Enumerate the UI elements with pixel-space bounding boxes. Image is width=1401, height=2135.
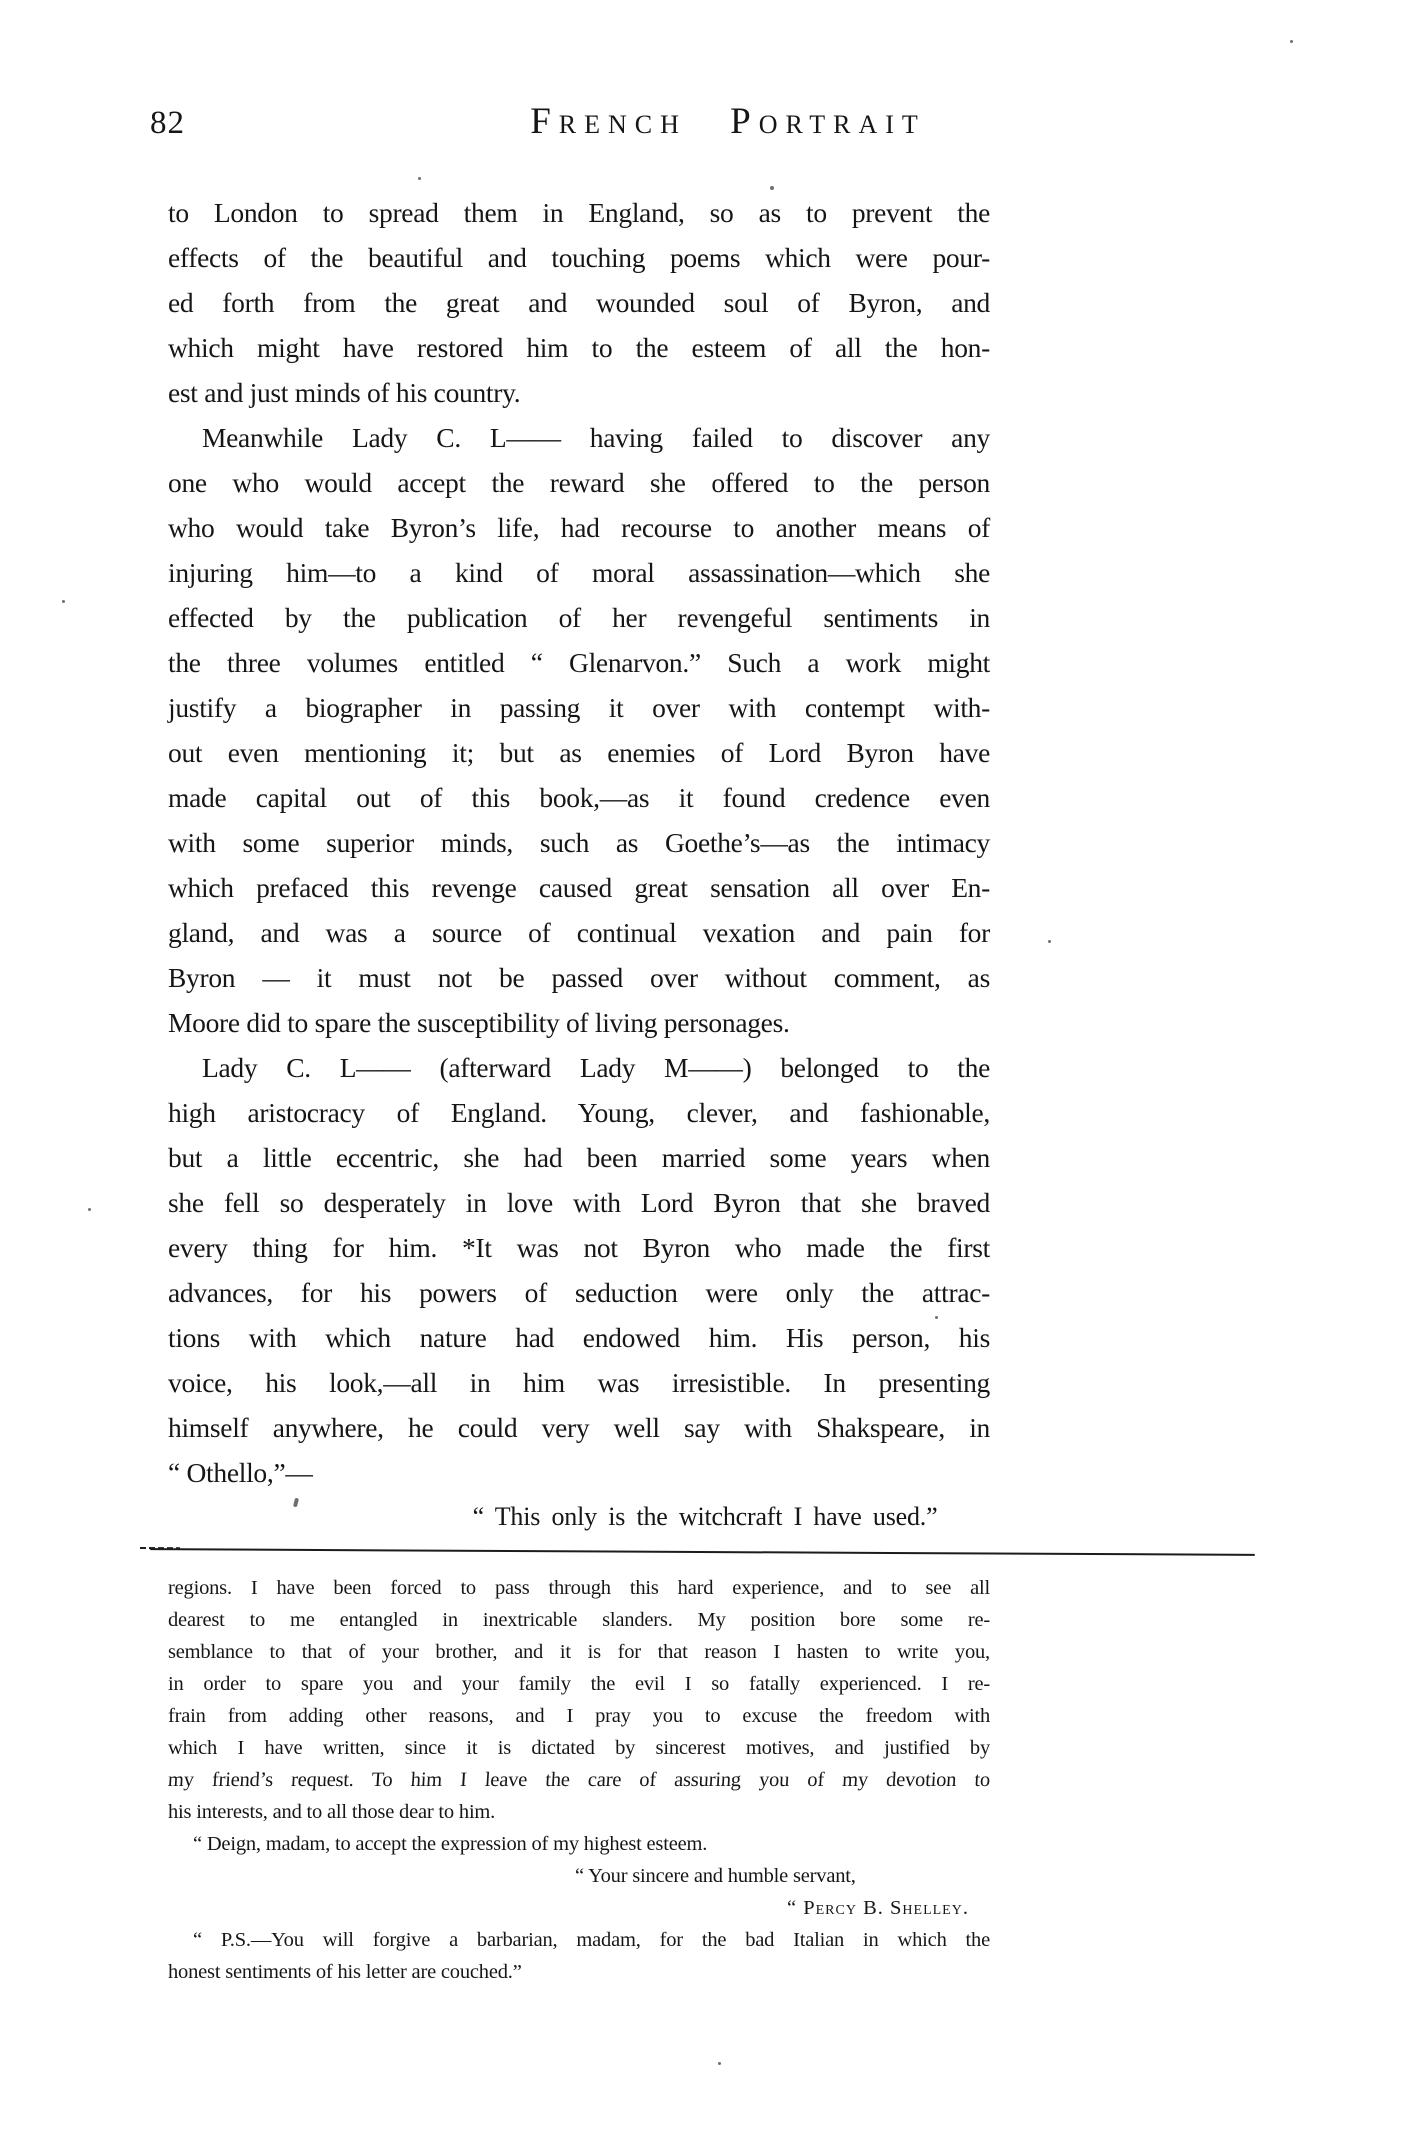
scan-speck <box>62 600 65 603</box>
body-line: every thing for him. *It was not Byron who made the first <box>168 1232 990 1263</box>
footnote-line: “ Deign, madam, to accept the expression of my highest esteem. <box>193 1833 708 1855</box>
scan-speck <box>418 177 421 180</box>
scan-speck <box>1048 940 1051 943</box>
footnote-line: “ P.S.—You will forgive a barbarian, madam, for the bad Italian in which the <box>193 1929 990 1951</box>
footnote <box>168 1572 990 1988</box>
body-line: one who would accept the reward she offered to the person <box>168 467 990 498</box>
body-line: which might have restored him to the esteem of all the hon- <box>168 332 990 363</box>
body-line: effects of the beautiful and touching poems which were pour- <box>168 242 990 273</box>
scan-speck <box>718 2062 721 2065</box>
footnote-line: which I have written, since it is dictated by sincerest motives, and justified by <box>168 1737 990 1759</box>
body-line: Moore did to spare the susceptibility of living personages. <box>168 1007 790 1038</box>
body-line: himself anywhere, he could very well say with Shakspeare, in <box>168 1412 990 1443</box>
body-text <box>168 190 990 1495</box>
footnote-line: honest sentiments of his letter are couched.” <box>168 1961 522 1983</box>
body-line: tions with which nature had endowed him. His person, his <box>168 1322 990 1353</box>
body-line: injuring him—to a kind of moral assassination—which she <box>168 557 990 588</box>
body-line: high aristocracy of England. Young, clever, and fashionable, <box>168 1097 990 1128</box>
footnote-line: “ Your sincere and humble servant, <box>575 1865 856 1887</box>
page-number: 82 <box>150 105 185 141</box>
body-line: out even mentioning it; but as enemies of Lord Byron have <box>168 737 990 768</box>
body-line: who would take Byron’s life, had recourse to another means of <box>168 512 990 543</box>
scan-speck <box>1290 40 1293 43</box>
body-line: which prefaced this revenge caused great sensation all over En- <box>168 872 990 903</box>
body-line: ed forth from the great and wounded soul of Byron, and <box>168 287 990 318</box>
footnote-signature: “ Percy B. Shelley. <box>787 1897 969 1919</box>
verse-quote: “ This only is the witchcraft I have used.” <box>472 1502 938 1531</box>
footnote-line: his interests, and to all those dear to him. <box>168 1801 496 1823</box>
body-line: Byron — it must not be passed over without comment, as <box>168 962 990 993</box>
body-line: the three volumes entitled “ Glenarvon.” Such a work might <box>168 647 990 678</box>
body-line: est and just minds of his country. <box>168 377 521 408</box>
body-line: gland, and was a source of continual vexation and pain for <box>168 917 990 948</box>
body-line: justify a biographer in passing it over with contempt with- <box>168 692 990 723</box>
scan-speck <box>88 1208 91 1211</box>
footnote-rule <box>150 1548 1255 1556</box>
body-line: made capital out of this book,—as it found credence even <box>168 782 990 813</box>
body-line: voice, his look,—all in him was irresistible. In presenting <box>168 1367 990 1398</box>
body-line: with some superior minds, such as Goethe’s—as the intimacy <box>168 827 990 858</box>
footnote-line: in order to spare you and your family the evil I so fatally experienced. I re- <box>168 1673 990 1695</box>
body-line: she fell so desperately in love with Lord Byron that she braved <box>168 1187 990 1218</box>
footnote-line: regions. I have been forced to pass through this hard experience, and to see all <box>168 1577 990 1599</box>
body-line: effected by the publication of her revengeful sentiments in <box>168 602 990 633</box>
scan-speck <box>935 1316 938 1319</box>
footnote-line: my friend’s request. To him I leave the care of assuring you of my devotion to <box>167 1769 991 1791</box>
body-line: Meanwhile Lady C. L—— having failed to discover any <box>202 422 990 453</box>
body-line: “ Othello,”— <box>168 1457 313 1488</box>
body-line: to London to spread them in England, so as to prevent the <box>168 197 990 228</box>
body-line: advances, for his powers of seduction were only the attrac- <box>168 1277 990 1308</box>
scan-speck <box>770 186 774 190</box>
body-line: Lady C. L—— (afterward Lady M——) belonged to the <box>202 1052 990 1083</box>
running-header-title: French Portrait <box>530 101 926 142</box>
body-line: but a little eccentric, she had been married some years when <box>168 1142 990 1173</box>
footnote-line: frain from adding other reasons, and I pray you to excuse the freedom with <box>168 1705 990 1727</box>
footnote-line: semblance to that of your brother, and it is for that reason I hasten to write you, <box>168 1641 990 1663</box>
footnote-line: dearest to me entangled in inextricable slanders. My position bore some re- <box>168 1609 990 1631</box>
